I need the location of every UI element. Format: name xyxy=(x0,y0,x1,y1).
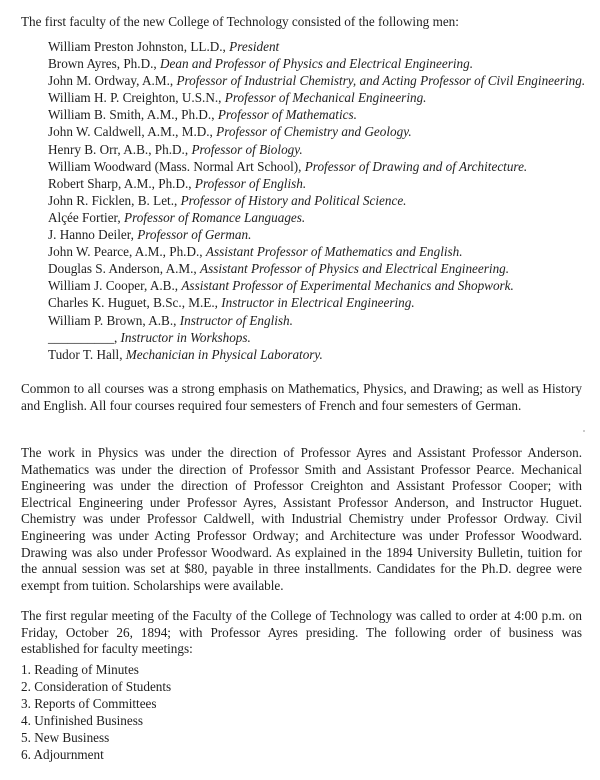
faculty-name: John W. Caldwell, A.M., M.D., xyxy=(48,124,217,140)
faculty-title: Professor of Biology. xyxy=(191,141,303,157)
faculty-entry xyxy=(48,123,588,140)
faculty-name: William Preston Johnston, LL.D., xyxy=(48,39,230,54)
faculty-entry xyxy=(48,243,588,260)
faculty-entry xyxy=(48,226,588,243)
faculty-title: Instructor of English. xyxy=(179,312,293,328)
faculty-title: President xyxy=(229,39,280,54)
faculty-title: Professor of Drawing and of Architecture. xyxy=(304,158,528,174)
faculty-entry xyxy=(48,209,588,226)
faculty-name: Alçée Fortier, xyxy=(48,209,125,225)
faculty-title: Instructor in Electrical Engineering. xyxy=(221,295,415,311)
faculty-entry xyxy=(48,106,588,123)
list-item: 2. Consideration of Students xyxy=(21,679,172,695)
faculty-entry xyxy=(48,175,588,192)
faculty-title: Dean and Professor of Physics and Electrical Engineering. xyxy=(159,56,474,72)
faculty-name: Tudor T. Hall, xyxy=(48,346,126,362)
faculty-name: __________, xyxy=(48,329,121,345)
faculty-entry xyxy=(48,294,588,311)
faculty-title: Mechanician in Physical Laboratory. xyxy=(125,346,323,362)
faculty-name: Brown Ayres, Ph.D., xyxy=(48,56,160,72)
faculty-entry xyxy=(48,158,588,175)
faculty-title: Professor of Mechanical Engineering. xyxy=(224,90,427,106)
faculty-title: Professor of Romance Languages. xyxy=(124,209,306,225)
faculty-entry xyxy=(48,346,588,363)
faculty-title: Assistant Professor of Experimental Mechanics and Shopwork. xyxy=(181,278,514,294)
paragraph-directions: The work in Physics was under the direction of Professor Ayres and Assistant Professor Anderson. Mathematics was under the direction of Professor Smith and Assistant Professor Pearce. Mechanical Engineering was under the direction of Professor Creighton and Assistant Professor Cooper; with Electrical Engineering under Professor Ayres, Assistant Professor Anderson, and Instructor Huguet. Chemistry was under Professor Caldwell, with Industrial Chemistry under Professor Ordway. Civil Engineering was under Acting Professor Ordway; and Architecture was under Professor Woodward. Drawing was also under Professor Woodward. As explained in the 1894 University Bulletin, tuition for the annual session was set at $80, payable in three installments. Candidates for the Ph.D. degree were exempt from tuition. Scholarships were available. xyxy=(21,445,582,593)
faculty-title: Professor of History and Political Science. xyxy=(180,192,407,208)
faculty-entry xyxy=(48,329,588,346)
faculty-name: Robert Sharp, A.M., Ph.D., xyxy=(48,175,195,191)
faculty-name: John M. Ordway, A.M., xyxy=(48,73,177,89)
list-item: 1. Reading of Minutes xyxy=(21,662,139,677)
faculty-name: Charles K. Huguet, B.Sc., M.E., xyxy=(48,295,222,311)
paragraph-first-meeting: The first regular meeting of the Faculty of the College of Technology was called to order at 4:00 p.m. on Friday, October 26, 1894; with Professor Ayres presiding. The following order of business was established for faculty meetings: xyxy=(21,608,582,657)
list-item: 4. Unfinished Business xyxy=(21,713,143,729)
faculty-entry xyxy=(48,72,588,89)
faculty-title: Assistant Professor of Mathematics and English. xyxy=(205,244,463,260)
faculty-entry xyxy=(48,55,588,72)
paragraph-curriculum: Common to all courses was a strong emphasis on Mathematics, Physics, and Drawing; as well as History and English. All four courses required four semesters of French and four semesters of German. xyxy=(21,381,582,413)
faculty-entry xyxy=(48,141,588,158)
order-of-business-list xyxy=(21,661,171,764)
faculty-title: Instructor in Workshops. xyxy=(120,329,251,345)
faculty-entry xyxy=(48,38,588,55)
faculty-title: Professor of English. xyxy=(194,175,307,191)
faculty-title: Assistant Professor of Physics and Electrical Engineering. xyxy=(200,261,510,277)
list-item: 5. New Business xyxy=(21,730,110,746)
list-item: 3. Reports of Committees xyxy=(21,696,157,712)
faculty-name: William P. Brown, A.B., xyxy=(48,312,180,328)
faculty-name: John R. Ficklen, B. Let., xyxy=(48,192,181,208)
faculty-name: Henry B. Orr, A.B., Ph.D., xyxy=(48,141,192,157)
faculty-list xyxy=(48,38,588,363)
faculty-name: William J. Cooper, A.B., xyxy=(48,278,182,294)
scan-speck xyxy=(583,430,585,432)
faculty-title: Professor of German. xyxy=(137,227,252,243)
faculty-entry xyxy=(48,260,588,277)
faculty-title: Professor of Mathematics. xyxy=(217,107,357,123)
faculty-name: J. Hanno Deiler, xyxy=(48,227,138,243)
faculty-entry xyxy=(48,192,588,209)
faculty-name: John W. Pearce, A.M., Ph.D., xyxy=(48,244,206,260)
faculty-name: William B. Smith, A.M., Ph.D., xyxy=(48,107,218,123)
list-item: 6. Adjournment xyxy=(21,747,104,763)
faculty-entry xyxy=(48,89,588,106)
faculty-name: William H. P. Creighton, U.S.N., xyxy=(48,90,225,106)
faculty-entry xyxy=(48,312,588,329)
faculty-name: Douglas S. Anderson, A.M., xyxy=(48,261,201,277)
faculty-title: Professor of Chemistry and Geology. xyxy=(216,124,412,140)
faculty-entry xyxy=(48,277,588,294)
faculty-name: William Woodward (Mass. Normal Art School), xyxy=(48,158,305,174)
intro-text: The first faculty of the new College of Technology consisted of the following men: xyxy=(21,14,459,29)
faculty-title: Professor of Industrial Chemistry, and Acting Professor of Civil Engineering. xyxy=(176,73,586,89)
